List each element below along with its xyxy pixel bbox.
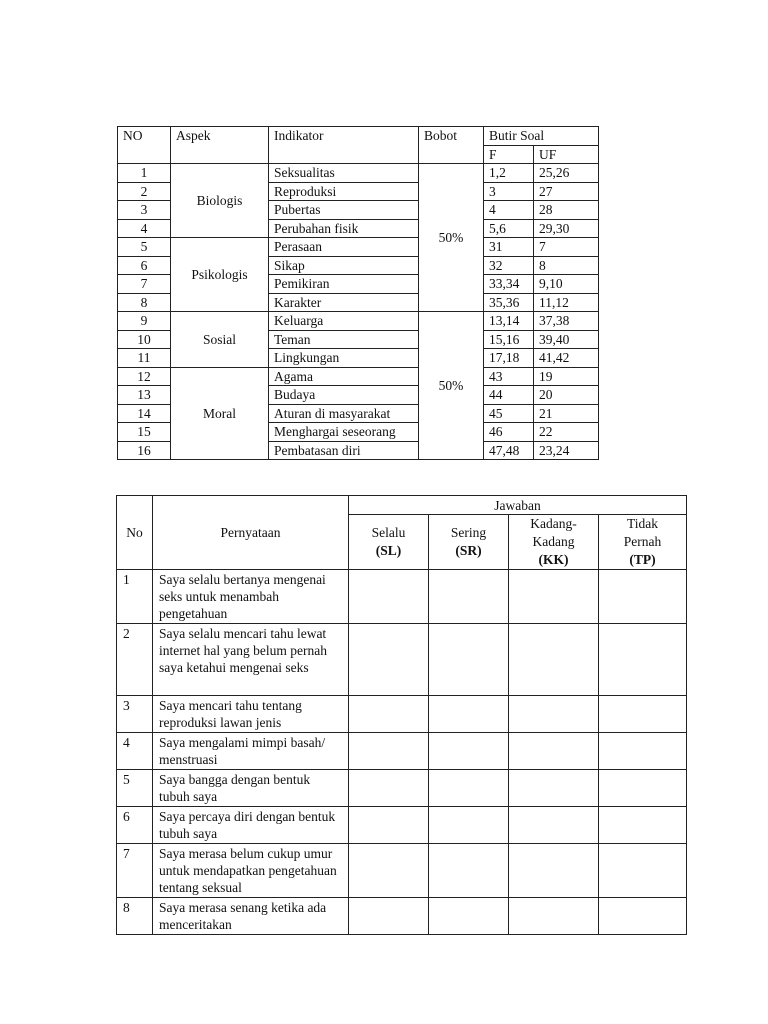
header-tidak-label-1: Tidak (627, 516, 659, 531)
answer-sr-cell[interactable] (429, 898, 509, 935)
answer-tp-cell[interactable] (599, 807, 687, 844)
header-tidak-label-2: Pernah (623, 534, 662, 549)
row-no: 9 (118, 312, 171, 331)
table-row (118, 238, 599, 257)
row-no: 2 (117, 624, 153, 696)
f-cell: 17,18 (484, 349, 534, 368)
header-sering-label: Sering (450, 525, 487, 540)
header-kadang-label-2: Kadang (532, 534, 575, 549)
row-no: 7 (118, 275, 171, 294)
header-indikator: Indikator (269, 127, 419, 164)
table-row (118, 367, 599, 386)
indikator-cell: Seksualitas (269, 164, 419, 183)
answer-kk-cell[interactable] (509, 770, 599, 807)
uf-cell: 29,30 (534, 219, 599, 238)
indikator-cell: Sikap (269, 256, 419, 275)
answer-sr-cell[interactable] (429, 807, 509, 844)
indikator-cell: Pembatasan diri (269, 441, 419, 460)
aspek-cell: Sosial (171, 312, 269, 368)
f-cell: 35,36 (484, 293, 534, 312)
header-kadang-code: (KK) (538, 552, 569, 567)
header-no: No (117, 496, 153, 570)
row-no: 1 (118, 164, 171, 183)
uf-cell: 20 (534, 386, 599, 405)
uf-cell: 23,24 (534, 441, 599, 460)
indikator-cell: Reproduksi (269, 182, 419, 201)
f-cell: 4 (484, 201, 534, 220)
answer-kk-cell[interactable] (509, 696, 599, 733)
table-row (117, 770, 687, 807)
indikator-cell: Pemikiran (269, 275, 419, 294)
answer-sr-cell[interactable] (429, 770, 509, 807)
answer-kk-cell[interactable] (509, 844, 599, 898)
row-no: 7 (117, 844, 153, 898)
bobot-cell: 50% (419, 312, 484, 460)
header-selalu-label: Selalu (371, 525, 406, 540)
f-cell: 5,6 (484, 219, 534, 238)
answer-kk-cell[interactable] (509, 898, 599, 935)
row-no: 5 (118, 238, 171, 257)
statement-cell: Saya merasa belum cukup umur untuk mendapatkan pengetahuan tentang seksual (153, 844, 349, 898)
f-cell: 47,48 (484, 441, 534, 460)
uf-cell: 41,42 (534, 349, 599, 368)
table-row (117, 570, 687, 624)
answer-sl-cell[interactable] (349, 807, 429, 844)
answer-sl-cell[interactable] (349, 844, 429, 898)
f-cell: 1,2 (484, 164, 534, 183)
answer-sl-cell[interactable] (349, 733, 429, 770)
statement-cell: Saya percaya diri dengan bentuk tubuh saya (153, 807, 349, 844)
answer-sl-cell[interactable] (349, 696, 429, 733)
aspek-cell: Biologis (171, 164, 269, 238)
header-no: NO (118, 127, 171, 164)
table-row (117, 807, 687, 844)
uf-cell: 11,12 (534, 293, 599, 312)
aspek-cell: Psikologis (171, 238, 269, 312)
table-row (117, 624, 687, 696)
row-no: 3 (118, 201, 171, 220)
statement-cell: Saya selalu mencari tahu lewat internet hal yang belum pernah saya ketahui mengenai seks (153, 624, 349, 696)
statement-cell: Saya mengalami mimpi basah/ menstruasi (153, 733, 349, 770)
row-no: 4 (118, 219, 171, 238)
row-no: 1 (117, 570, 153, 624)
row-no: 10 (118, 330, 171, 349)
uf-cell: 8 (534, 256, 599, 275)
table-row (118, 164, 599, 183)
answer-tp-cell[interactable] (599, 898, 687, 935)
header-jawaban: Jawaban (349, 496, 687, 515)
row-no: 15 (118, 423, 171, 442)
header-kadang-kadang (509, 515, 599, 570)
indikator-cell: Keluarga (269, 312, 419, 331)
answer-sr-cell[interactable] (429, 570, 509, 624)
answer-tp-cell[interactable] (599, 624, 687, 696)
f-cell: 44 (484, 386, 534, 405)
header-selalu (349, 515, 429, 570)
row-no: 14 (118, 404, 171, 423)
answer-tp-cell[interactable] (599, 733, 687, 770)
row-no: 8 (118, 293, 171, 312)
answer-sr-cell[interactable] (429, 624, 509, 696)
uf-cell: 39,40 (534, 330, 599, 349)
row-no: 13 (118, 386, 171, 405)
answer-kk-cell[interactable] (509, 807, 599, 844)
indikator-cell: Lingkungan (269, 349, 419, 368)
answer-kk-cell[interactable] (509, 570, 599, 624)
f-cell: 13,14 (484, 312, 534, 331)
f-cell: 33,34 (484, 275, 534, 294)
bobot-cell: 50% (419, 164, 484, 312)
row-no: 6 (117, 807, 153, 844)
kisi-kisi-table (117, 126, 599, 460)
header-selalu-code: (SL) (375, 543, 402, 558)
uf-cell: 37,38 (534, 312, 599, 331)
f-cell: 15,16 (484, 330, 534, 349)
row-no: 11 (118, 349, 171, 368)
answer-kk-cell[interactable] (509, 733, 599, 770)
uf-cell: 9,10 (534, 275, 599, 294)
indikator-cell: Budaya (269, 386, 419, 405)
row-no: 6 (118, 256, 171, 275)
row-no: 4 (117, 733, 153, 770)
uf-cell: 27 (534, 182, 599, 201)
f-cell: 31 (484, 238, 534, 257)
answer-sr-cell[interactable] (429, 844, 509, 898)
header-bobot: Bobot (419, 127, 484, 164)
indikator-cell: Karakter (269, 293, 419, 312)
indikator-cell: Perubahan fisik (269, 219, 419, 238)
statement-cell: Saya selalu bertanya mengenai seks untuk menambah pengetahuan (153, 570, 349, 624)
answer-sl-cell[interactable] (349, 624, 429, 696)
uf-cell: 7 (534, 238, 599, 257)
uf-cell: 22 (534, 423, 599, 442)
header-kadang-label-1: Kadang- (530, 516, 577, 531)
header-pernyataan: Pernyataan (153, 496, 349, 570)
row-no: 2 (118, 182, 171, 201)
aspek-cell: Moral (171, 367, 269, 460)
uf-cell: 21 (534, 404, 599, 423)
uf-cell: 28 (534, 201, 599, 220)
answer-sr-cell[interactable] (429, 696, 509, 733)
indikator-cell: Pubertas (269, 201, 419, 220)
header-butir-soal: Butir Soal (484, 127, 599, 146)
indikator-cell: Teman (269, 330, 419, 349)
table-row (117, 696, 687, 733)
header-uf: UF (534, 145, 599, 164)
header-tidak-pernah (599, 515, 687, 570)
header-tidak-code: (TP) (629, 552, 656, 567)
row-no: 5 (117, 770, 153, 807)
answer-sl-cell[interactable] (349, 898, 429, 935)
answer-sr-cell[interactable] (429, 733, 509, 770)
f-cell: 43 (484, 367, 534, 386)
header-sering-code: (SR) (455, 543, 482, 558)
f-cell: 46 (484, 423, 534, 442)
angket-table (116, 495, 687, 935)
row-no: 3 (117, 696, 153, 733)
f-cell: 32 (484, 256, 534, 275)
answer-sl-cell[interactable] (349, 770, 429, 807)
answer-tp-cell[interactable] (599, 770, 687, 807)
answer-sl-cell[interactable] (349, 570, 429, 624)
f-cell: 3 (484, 182, 534, 201)
indikator-cell: Perasaan (269, 238, 419, 257)
table-row (117, 844, 687, 898)
indikator-cell: Agama (269, 367, 419, 386)
answer-tp-cell[interactable] (599, 696, 687, 733)
answer-tp-cell[interactable] (599, 570, 687, 624)
header-sering (429, 515, 509, 570)
header-f: F (484, 145, 534, 164)
statement-cell: Saya bangga dengan bentuk tubuh saya (153, 770, 349, 807)
uf-cell: 25,26 (534, 164, 599, 183)
table-row (117, 898, 687, 935)
table-row (118, 312, 599, 331)
statement-cell: Saya merasa senang ketika ada menceritakan (153, 898, 349, 935)
answer-tp-cell[interactable] (599, 844, 687, 898)
row-no: 16 (118, 441, 171, 460)
row-no: 8 (117, 898, 153, 935)
indikator-cell: Aturan di masyarakat (269, 404, 419, 423)
indikator-cell: Menghargai seseorang (269, 423, 419, 442)
table-row (117, 733, 687, 770)
statement-cell: Saya mencari tahu tentang reproduksi lawan jenis (153, 696, 349, 733)
f-cell: 45 (484, 404, 534, 423)
answer-kk-cell[interactable] (509, 624, 599, 696)
uf-cell: 19 (534, 367, 599, 386)
row-no: 12 (118, 367, 171, 386)
header-aspek: Aspek (171, 127, 269, 164)
